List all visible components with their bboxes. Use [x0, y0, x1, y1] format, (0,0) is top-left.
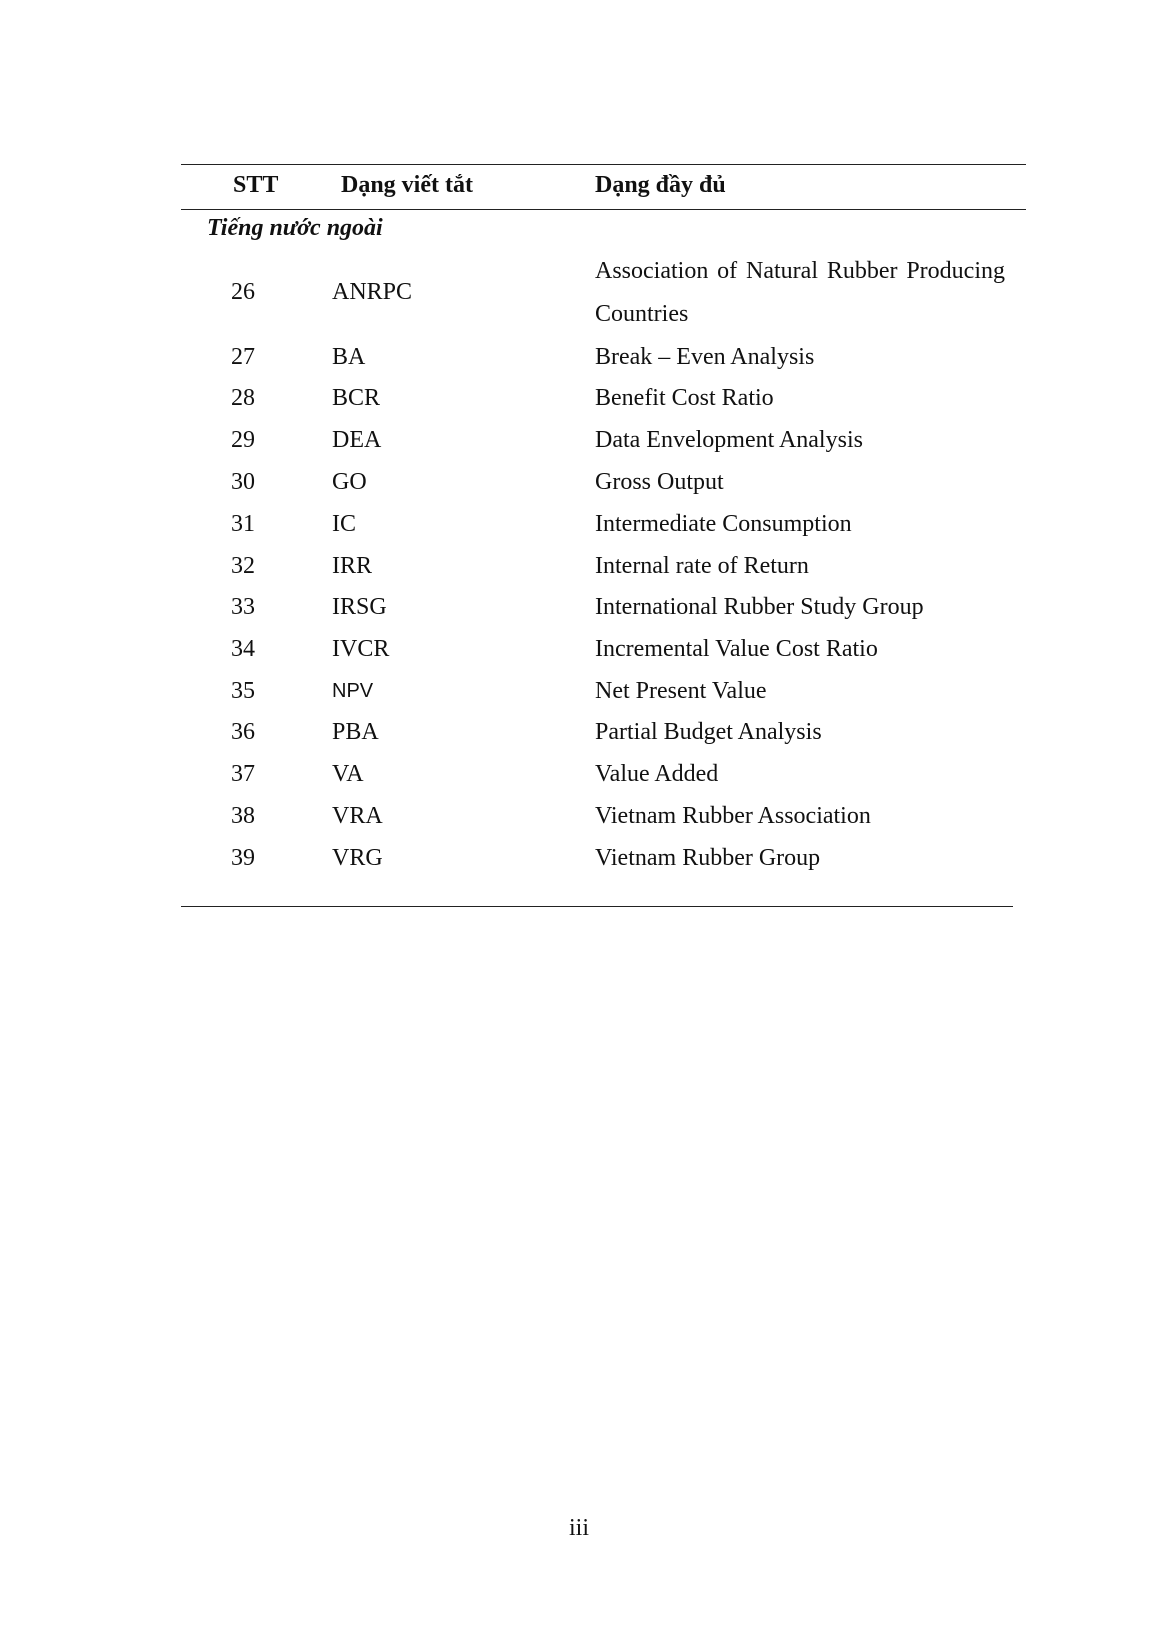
row-abbreviation: IRR — [332, 553, 373, 579]
row-abbreviation: ANRPC — [332, 279, 413, 305]
table-row — [181, 837, 1026, 880]
row-stt: 30 — [231, 469, 255, 495]
row-full-form: Internal rate of Return — [595, 553, 809, 579]
row-abbreviation: BCR — [332, 385, 381, 411]
row-full-form: Benefit Cost Ratio — [595, 385, 774, 411]
row-stt: 32 — [231, 553, 255, 579]
row-full-form: Value Added — [595, 761, 719, 787]
table-row — [181, 461, 1026, 504]
row-stt: 31 — [231, 511, 255, 537]
row-stt: 34 — [231, 636, 255, 662]
header-abbreviation: Dạng viết tắt — [341, 172, 473, 198]
table-row — [181, 545, 1026, 588]
table-bottom-rule — [181, 906, 1013, 907]
row-full-form: Net Present Value — [595, 678, 767, 704]
table-row — [181, 419, 1026, 462]
row-stt: 27 — [231, 344, 255, 370]
row-full-form: Incremental Value Cost Ratio — [595, 636, 878, 662]
table-row — [181, 753, 1026, 796]
row-abbreviation: DEA — [332, 427, 382, 453]
table-row — [181, 795, 1026, 838]
row-abbreviation: IVCR — [332, 636, 390, 662]
table-row — [181, 670, 1026, 713]
row-abbreviation: GO — [332, 469, 367, 495]
row-stt: 35 — [231, 678, 255, 704]
row-abbreviation: PBA — [332, 719, 379, 745]
table-row — [181, 586, 1026, 629]
header-full-form: Dạng đầy đủ — [595, 172, 726, 198]
row-full-form: Association of Natural Rubber Producing Countries — [595, 258, 1005, 327]
row-full-form: International Rubber Study Group — [595, 594, 924, 620]
row-abbreviation: BA — [332, 344, 366, 370]
table-row — [181, 628, 1026, 671]
row-abbreviation: IC — [332, 511, 356, 537]
table-top-rule — [181, 164, 1026, 165]
table-row — [181, 711, 1026, 754]
row-stt: 33 — [231, 594, 255, 620]
row-abbreviation: VRG — [332, 845, 383, 871]
header-rule — [181, 209, 1026, 210]
row-full-form: Partial Budget Analysis — [595, 719, 822, 745]
table-row — [181, 377, 1026, 420]
row-full-form: Intermediate Consumption — [595, 511, 852, 537]
row-full-form: Break – Even Analysis — [595, 344, 815, 370]
row-abbreviation: IRSG — [332, 594, 387, 620]
page-number: iii — [568, 1515, 589, 1541]
row-stt: 37 — [231, 761, 255, 787]
row-stt: 39 — [231, 845, 255, 871]
row-full-form: Data Envelopment Analysis — [595, 427, 863, 453]
row-stt: 36 — [231, 719, 255, 745]
row-full-form: Vietnam Rubber Association — [595, 803, 871, 829]
table-row — [181, 336, 1026, 379]
row-full-form: Gross Output — [595, 469, 724, 495]
row-abbreviation: NPV — [332, 680, 374, 702]
row-stt: 29 — [231, 427, 255, 453]
row-abbreviation: VRA — [332, 803, 383, 829]
table-row — [181, 250, 1026, 336]
row-stt: 28 — [231, 385, 255, 411]
row-stt: 38 — [231, 803, 255, 829]
row-stt: 26 — [231, 279, 255, 305]
section-label: Tiếng nước ngoài — [207, 215, 383, 241]
header-stt: STT — [233, 172, 279, 198]
table-row — [181, 503, 1026, 546]
row-full-form: Vietnam Rubber Group — [595, 845, 821, 871]
row-abbreviation: VA — [332, 761, 364, 787]
